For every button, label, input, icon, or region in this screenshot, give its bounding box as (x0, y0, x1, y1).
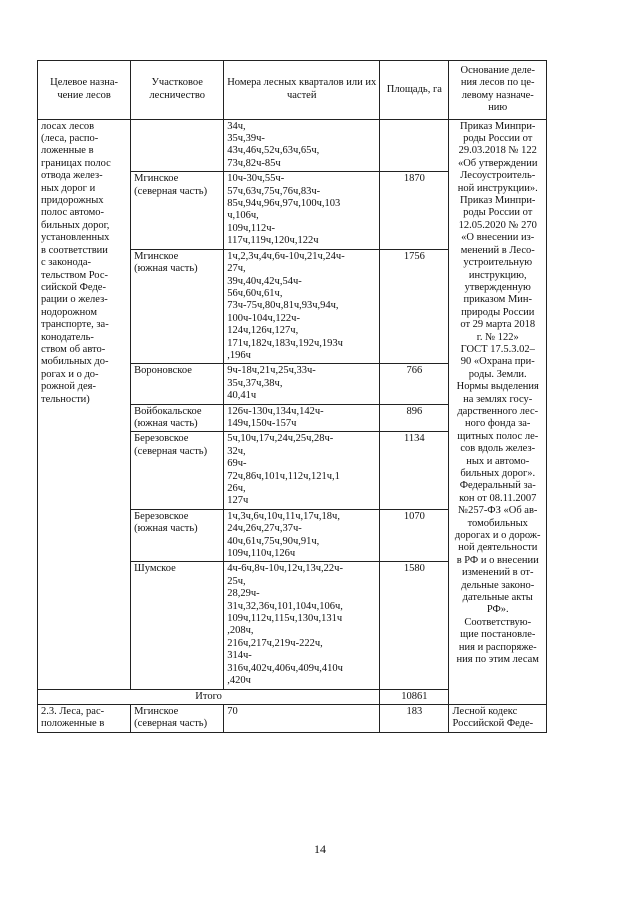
cell-line: 9ч-18ч,21ч,25ч,33ч- (227, 365, 316, 377)
quarters-cell (224, 562, 380, 689)
basis-line: дарственного лес- (457, 405, 539, 417)
last-area-cell: 183 (380, 704, 449, 732)
cell-line: 27ч, (227, 263, 246, 275)
forestry-cell (131, 432, 224, 509)
total-label: Итого (38, 689, 380, 704)
purpose-line: полос автомо- (41, 207, 105, 219)
cell-line: (южная часть) (134, 263, 198, 275)
forestry-cell (131, 364, 224, 404)
cell-line: (северная часть) (134, 445, 208, 457)
forest-table (37, 60, 547, 733)
area-cell: 1756 (380, 249, 449, 364)
basis-line: изменений в от- (462, 567, 534, 579)
purpose-line: мобильных до- (41, 356, 109, 368)
basis-line: бильных дорог». (460, 468, 536, 479)
basis-line: в РФ и о внесении (456, 554, 539, 566)
last-forestry-cell (131, 704, 224, 732)
basis-cell (449, 119, 547, 704)
purpose-line: тельности) (41, 393, 90, 405)
cell-line: 109ч,110ч,126ч (227, 548, 296, 560)
cell-line: 31ч,32,36ч,101,104ч,106ч, (227, 600, 343, 612)
basis-line: роды России от (463, 133, 533, 145)
basis-line: природы России (461, 306, 535, 318)
basis-line: щитных полос ле- (457, 430, 539, 442)
cell-line: Мгинское (134, 705, 179, 717)
cell-line: 216ч,217ч,219ч-222ч, (227, 637, 323, 649)
cell-line: 10ч-30ч,55ч- (227, 173, 285, 185)
cell-line: 109ч,112ч,115ч,130ч,131ч (227, 613, 343, 625)
cell-line: Мгинское (134, 250, 179, 262)
cell-line: 35ч,37ч,38ч, (227, 377, 283, 389)
basis-line: томобильных (467, 517, 528, 529)
cell-line: 4ч-6ч,8ч-10ч,12ч,13ч,22ч- (227, 563, 343, 575)
area-cell: 1580 (380, 562, 449, 689)
purpose-line: ством об авто- (41, 343, 106, 355)
basis-line: «Об утверждении (457, 157, 538, 169)
forestry-cell (131, 119, 224, 172)
basis-line: ной деятельности (458, 542, 538, 554)
purpose-line: придорожных (41, 195, 104, 207)
basis-line: инструкцию, (468, 269, 527, 281)
basis-line: роды России от (463, 207, 533, 219)
cell-line: 56ч,60ч,61ч, (227, 287, 283, 299)
quarters-cell (224, 404, 380, 432)
basis-line: утвержденную (464, 281, 531, 293)
basis-line: 90 «Охрана при- (460, 356, 535, 368)
forestry-cell (131, 509, 224, 562)
basis-line: Лесоустроитель- (460, 170, 536, 182)
total-value: 10861 (380, 689, 449, 704)
cell-line: 72ч,86ч,101ч,112ч,121ч,1 (227, 470, 340, 482)
header-purpose: Целевое назна- чение лесов (38, 61, 131, 120)
cell-line: ч,106ч, (227, 210, 259, 222)
basis-line: ных и автомо- (466, 455, 530, 467)
purpose-line: рожной дея- (41, 381, 96, 393)
basis-line: Федеральный за- (459, 480, 536, 492)
cell-line: ,208ч, (227, 625, 254, 637)
quarters-cell (224, 364, 380, 404)
cell-line: Лесной кодекс (452, 705, 518, 717)
basis-line: от 29 марта 2018 (460, 319, 536, 331)
cell-line: Вороновское (134, 365, 192, 377)
forestry-cell (131, 172, 224, 249)
cell-line: 40,41ч (227, 390, 257, 402)
cell-line: 25ч, (227, 575, 246, 587)
purpose-line: нодорожном (41, 306, 97, 318)
basis-line: дорогах и о дорож- (454, 530, 541, 542)
last-quarters-cell (224, 704, 380, 732)
cell-line: (южная часть) (134, 523, 198, 535)
cell-line: 5ч,10ч,17ч,24ч,25ч,28ч- (227, 433, 334, 445)
cell-line: 149ч,150ч-157ч (227, 417, 297, 429)
basis-line: приказом Мин- (463, 294, 533, 306)
basis-line: ГОСТ 17.5.3.02– (460, 343, 535, 355)
cell-line: Березовское (134, 433, 189, 445)
cell-line: 171ч,182ч,183ч,192ч,193ч (227, 337, 343, 349)
forestry-cell (131, 249, 224, 364)
basis-line: Приказ Минпри- (460, 120, 536, 132)
purpose-line: в соответствии (41, 244, 108, 256)
header-basis: Основание деле- ния лесов по це- левому назначе- нию (449, 61, 547, 120)
cell-line: 73ч-75ч,80ч,81ч,93ч,94ч, (227, 300, 339, 312)
quarters-cell (224, 119, 380, 172)
last-purpose-cell (38, 704, 131, 732)
basis-line: №257-ФЗ «Об ав- (458, 505, 538, 517)
cell-line: 24ч,26ч,27ч,37ч- (227, 523, 302, 535)
cell-line: 2.3. Леса, рас- (41, 705, 105, 717)
cell-line: Шумское (134, 563, 176, 575)
area-cell (380, 119, 449, 172)
basis-line: 12.05.2020 № 270 (458, 219, 537, 231)
cell-line: (южная часть) (134, 417, 198, 429)
cell-line: (северная часть) (134, 718, 208, 730)
cell-line: 57ч,63ч,75ч,76ч,83ч- (227, 185, 321, 197)
basis-line: сов вдоль желез- (460, 443, 536, 455)
cell-line: 314ч- (227, 650, 252, 662)
purpose-line: с законода- (41, 257, 91, 269)
cell-line: 34ч, (227, 120, 246, 132)
basis-line: Соответствую- (464, 616, 532, 628)
header-area: Площадь, га (380, 61, 449, 120)
basis-line: кон от 08.11.2007 (459, 492, 537, 504)
purpose-line: границах полос (41, 157, 111, 169)
purpose-line: рации о желез- (41, 294, 108, 306)
basis-line: ного фонда за- (465, 418, 531, 430)
cell-line: 28,29ч- (227, 588, 260, 600)
page-number: 14 (314, 842, 326, 856)
cell-line: положенные в (41, 718, 105, 730)
basis-line: на землях госу- (463, 393, 533, 405)
cell-line: 39ч,40ч,42ч,54ч- (227, 275, 302, 287)
cell-line: ,420ч (227, 675, 251, 687)
cell-line: 109ч,112ч- (227, 222, 276, 234)
header-forestry: Участковое лесничество (131, 61, 224, 120)
cell-line: 35ч,39ч- (227, 133, 265, 145)
basis-line: роды. Земли. (468, 368, 527, 380)
basis-line: «О внесении из- (461, 232, 535, 244)
header-quarters: Номера лесных кварталов или их частей (224, 61, 380, 120)
quarters-cell (224, 432, 380, 509)
basis-line: 29.03.2018 № 122 (458, 145, 537, 157)
cell-line: 85ч,94ч,96ч,97ч,100ч,103 (227, 198, 341, 210)
basis-line: Приказ Минпри- (460, 195, 536, 207)
purpose-line: ложенные в (41, 145, 94, 157)
cell-line: 316ч,402ч,406ч,409ч,410ч (227, 662, 343, 674)
purpose-line: (леса, распо- (41, 133, 99, 145)
basis-line: ния по этим лесам (456, 654, 539, 666)
purpose-cell (38, 119, 131, 689)
quarters-cell (224, 172, 380, 249)
cell-line: 117ч,119ч,120ч,122ч (227, 235, 319, 247)
basis-line: г. № 122» (476, 331, 519, 343)
purpose-line: транспорте, за- (41, 319, 109, 331)
cell-line: (северная часть) (134, 185, 208, 197)
cell-line: 43ч,46ч,52ч,63ч,65ч, (227, 145, 320, 157)
basis-line: дательные акты (462, 592, 533, 604)
cell-line: 32ч, (227, 445, 246, 457)
basis-line: щие постановле- (460, 629, 536, 641)
cell-line: 26ч, (227, 483, 246, 494)
basis-line: ной инструкции». (457, 182, 538, 194)
cell-line: Российской Феде- (452, 718, 534, 730)
quarters-cell (224, 509, 380, 562)
basis-line: Нормы выделения (456, 381, 539, 393)
forestry-cell (131, 404, 224, 432)
cell-line: 126ч-130ч,134ч,142ч- (227, 405, 324, 417)
purpose-line: конодатель- (41, 331, 94, 343)
area-cell: 896 (380, 404, 449, 432)
basis-line: устроительную (463, 257, 533, 269)
purpose-line: рогах и о до- (41, 368, 99, 380)
basis-line: дельные законо- (461, 579, 535, 591)
cell-line: Мгинское (134, 173, 179, 185)
area-cell: 766 (380, 364, 449, 404)
purpose-line: тельством Рос- (41, 269, 108, 281)
cell-line: 73ч,82ч-85ч (227, 157, 281, 169)
forestry-cell (131, 562, 224, 689)
cell-line: 127ч (227, 495, 249, 507)
quarters-cell (224, 249, 380, 364)
purpose-line: установленных (41, 232, 110, 244)
basis-line: менений в Лесо- (460, 244, 535, 256)
cell-line: Войбокальское (134, 405, 202, 417)
purpose-line: бильных дорог, (41, 219, 110, 231)
cell-line: 1ч,2,3ч,4ч,6ч-10ч,21ч,24ч- (227, 250, 345, 262)
area-cell: 1134 (380, 432, 449, 509)
cell-line: Березовское (134, 510, 189, 522)
cell-line: 40ч,61ч,75ч,90ч,91ч, (227, 535, 320, 547)
purpose-line: ных дорог и (41, 182, 96, 194)
cell-line: 100ч-104ч,122ч- (227, 312, 300, 324)
cell-line: 124ч,126ч,127ч, (227, 325, 299, 337)
cell-line: 69ч- (227, 458, 247, 470)
cell-line: 1ч,3ч,6ч,10ч,11ч,17ч,18ч, (227, 510, 340, 522)
basis-line: РФ». (486, 604, 509, 616)
purpose-line: лосах лесов (41, 120, 95, 132)
purpose-line: отвода желез- (41, 170, 103, 182)
purpose-line: сийской Феде- (41, 281, 106, 293)
cell-line: 70 (227, 705, 238, 717)
cell-line: ,196ч (227, 349, 251, 361)
basis-line: ния и распоряже- (458, 641, 537, 653)
area-cell: 1070 (380, 509, 449, 562)
area-cell: 1870 (380, 172, 449, 249)
last-basis-cell (449, 704, 547, 732)
